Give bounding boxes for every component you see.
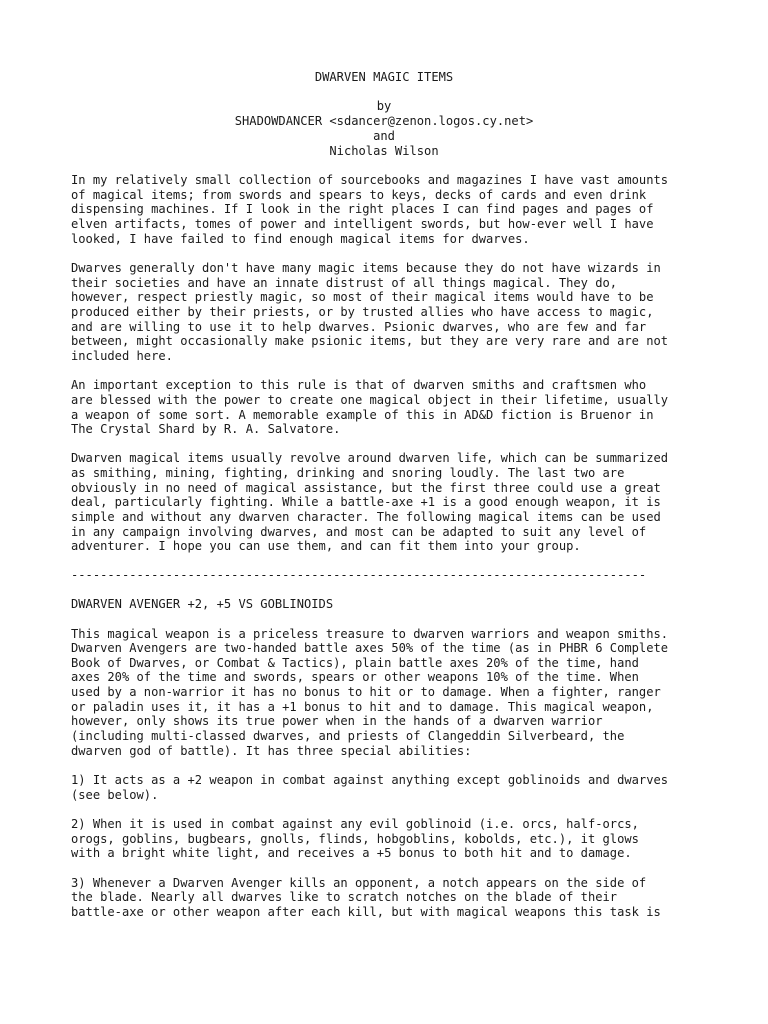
text-line: simple and without any dwarven character. The following magical items can be used [71,510,661,524]
text-line: with a bright white light, and receives a +5 bonus to both hit and to damage. [71,846,632,860]
text-line: looked, I have failed to find enough magical items for dwarves. [71,232,530,246]
section-divider: ------------------------------------------------------------------------------- [71,568,647,582]
text-line: as smithing, mining, fighting, drinking and snoring loudly. The last two are [71,466,625,480]
text-line: produced either by their priests, or by trusted allies who have access to magic, [71,305,654,319]
text-line: This magical weapon is a priceless treasure to dwarven warriors and weapon smiths. [71,627,669,641]
text-line: used by a non-warrior it has no bonus to hit or to damage. When a fighter, ranger [71,685,661,699]
document-title: DWARVEN MAGIC ITEMS [314,70,454,84]
byline-and: and [373,129,395,143]
text-line: Dwarven Avengers are two-handed battle axes 50% of the time (as in PHBR 6 Complete [71,641,669,655]
text-line: in any campaign involving dwarves, and most can be adapted to suit any level of [71,525,647,539]
text-line: dwarven god of battle). It has three special abilities: [71,744,472,758]
text-line: 2) When it is used in combat against any evil goblinoid (i.e. orcs, half-orcs, [71,817,639,831]
text-line: (including multi-classed dwarves, and priests of Clangeddin Silverbeard, the [71,729,625,743]
text-line: axes 20% of the time and swords, spears or other weapons 10% of the time. When [71,670,639,684]
text-line: of magical items; from swords and spears to keys, decks of cards and even drink [71,188,647,202]
text-line: battle-axe or other weapon after each kill, but with magical weapons this task is [71,905,661,919]
text-line: Book of Dwarves, or Combat & Tactics), plain battle axes 20% of the time, hand [71,656,639,670]
text-line: (see below). [71,788,159,802]
text-line: their societies and have an innate distrust of all things magical. They do, [71,276,618,290]
text-line: obviously in no need of magical assistance, but the first three could use a great [71,481,661,495]
text-line: included here. [71,349,173,363]
text-line: deal, particularly fighting. While a battle-axe +1 is a good enough weapon, it is [71,495,661,509]
text-line: 1) It acts as a +2 weapon in combat against anything except goblinoids and dwarves [71,773,669,787]
byline-author-1: SHADOWDANCER <sdancer@zenon.logos.cy.net> [234,114,534,128]
text-line: dispensing machines. If I look in the right places I can find pages and pages of [71,202,654,216]
byline-author-2: Nicholas Wilson [329,144,439,158]
text-line: a weapon of some sort. A memorable example of this in AD&D fiction is Bruenor in [71,408,654,422]
text-line: 3) Whenever a Dwarven Avenger kills an opponent, a notch appears on the side of [71,876,647,890]
text-line: or paladin uses it, it has a +1 bonus to hit and to damage. This magical weapon, [71,700,654,714]
text-line: however, only shows its true power when in the hands of a dwarven warrior [71,714,603,728]
text-line: elven artifacts, tomes of power and intelligent swords, but how-ever well I have [71,217,654,231]
text-line: are blessed with the power to create one magical object in their lifetime, usually [71,393,669,407]
section-heading: DWARVEN AVENGER +2, +5 VS GOBLINOIDS [71,597,334,611]
text-line: however, respect priestly magic, so most of their magical items would have to be [71,290,654,304]
byline-by: by [376,99,392,113]
text-line: Dwarven magical items usually revolve around dwarven life, which can be summarized [71,451,669,465]
text-line: In my relatively small collection of sourcebooks and magazines I have vast amounts [71,173,669,187]
text-line: adventurer. I hope you can use them, and can fit them into your group. [71,539,581,553]
text-line: between, might occasionally make psionic items, but they are very rare and are not [71,334,669,348]
text-line: The Crystal Shard by R. A. Salvatore. [71,422,341,436]
text-line: the blade. Nearly all dwarves like to scratch notches on the blade of their [71,890,618,904]
text-line: orogs, goblins, bugbears, gnolls, flinds, hobgoblins, kobolds, etc.), it glows [71,832,639,846]
text-line: Dwarves generally don't have many magic items because they do not have wizards in [71,261,661,275]
text-line: An important exception to this rule is that of dwarven smiths and craftsmen who [71,378,647,392]
text-line: and are willing to use it to help dwarves. Psionic dwarves, who are few and far [71,320,647,334]
